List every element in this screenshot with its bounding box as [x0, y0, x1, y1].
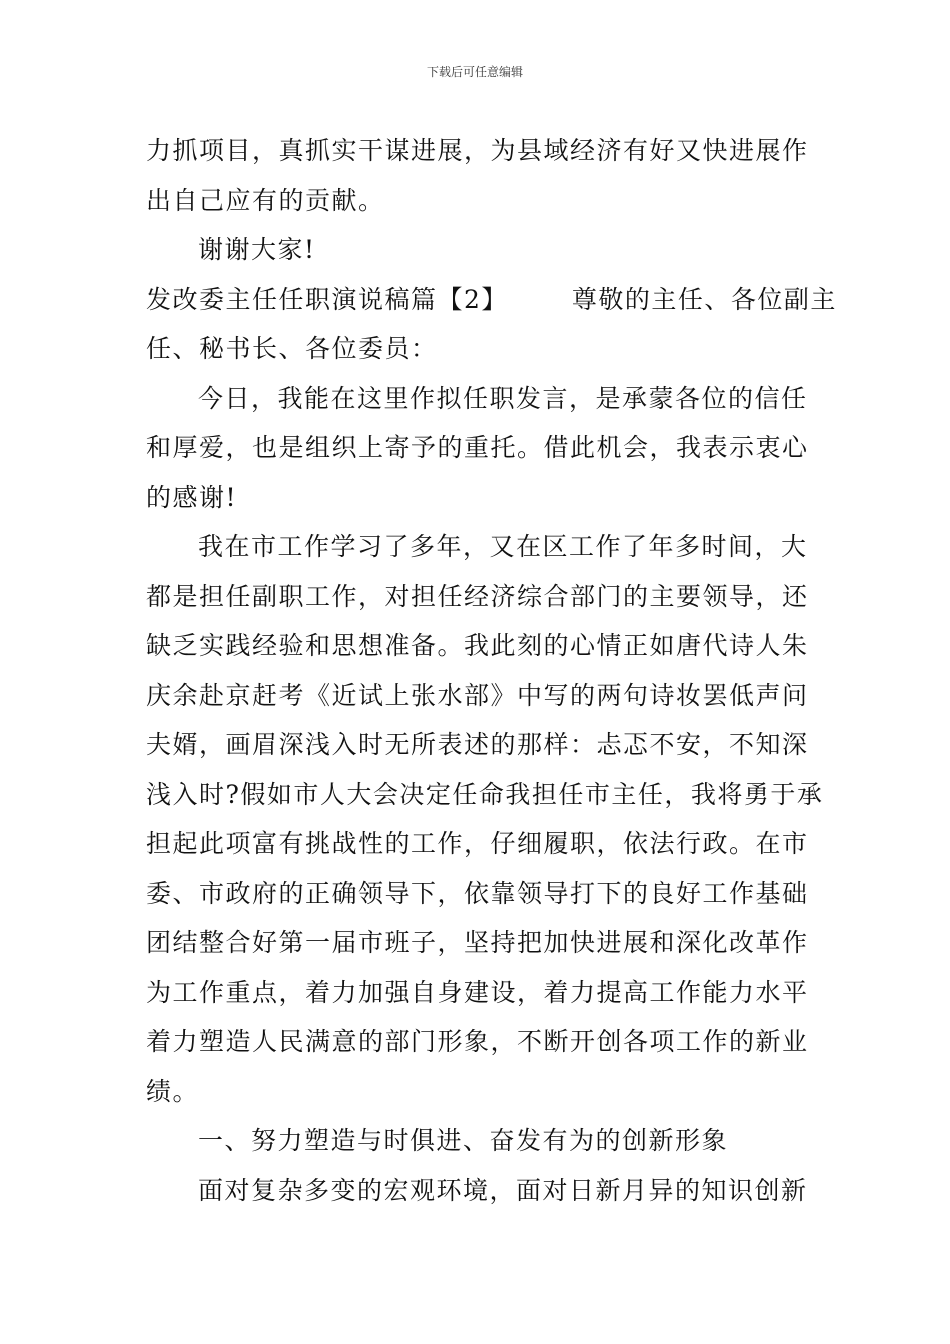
text-line: 担起此项富有挑战性的工作，仔细履职，依法行政。在市: [146, 829, 809, 858]
page-header: 下载后可任意编辑: [426, 65, 523, 79]
document-body: [146, 126, 837, 1215]
salutation-start: 尊敬的主任、各位副主: [571, 284, 837, 314]
text-line: 夫婿，画眉深浅入时无所表述的那样：忐忑不安，不知深: [146, 730, 809, 759]
text-line: 委、市政府的正确领导下，依靠领导打下的良好工作基础: [146, 878, 809, 908]
text-line: 力抓项目，真抓实干谋进展，为县域经济有好又快进展作: [146, 136, 809, 165]
text-line: 庆余赴京赶考《近试上张水部》中写的两句诗妆罢低声问: [146, 680, 809, 710]
text-line: 缺乏实践经验和思想准备。我此刻的心情正如唐代诗人朱: [146, 631, 809, 660]
text-line: 面对复杂多变的宏观环境，面对日新月异的知识创新: [198, 1175, 808, 1205]
section-heading-line: [146, 275, 837, 325]
text-line: 都是担任副职工作，对担任经济综合部门的主要领导，还: [146, 581, 809, 611]
text-line: 绩。: [146, 1076, 200, 1106]
text-line: 一、努力塑造与时俱进、奋发有为的创新形象: [198, 1126, 729, 1155]
text-line: 谢谢大家!: [198, 235, 316, 264]
text-line: 和厚爱，也是组织上寄予的重托。借此机会，我表示衷心: [146, 433, 809, 462]
text-line: 我在市工作学习了多年，又在区工作了年多时间，大: [198, 532, 808, 561]
text-line: 着力塑造人民满意的部门形象，不断开创各项工作的新业: [146, 1027, 809, 1056]
text-line: 为工作重点，着力加强自身建设，着力提高工作能力水平: [146, 977, 809, 1007]
text-line: 今日，我能在这里作拟任职发言，是承蒙各位的信任: [198, 383, 808, 413]
section-title: 发改委主任任职演说稿篇【2】: [146, 284, 508, 314]
text-line: 的感谢!: [146, 482, 238, 512]
text-line: 任、秘书长、各位委员：: [146, 334, 438, 363]
text-line: 出自己应有的贡献。: [146, 185, 385, 215]
text-line: 浅入时?假如市人大会决定任命我担任市主任，我将勇于承: [146, 779, 824, 809]
text-line: 团结整合好第一届市班子，坚持把加快进展和深化改革作: [146, 928, 809, 957]
